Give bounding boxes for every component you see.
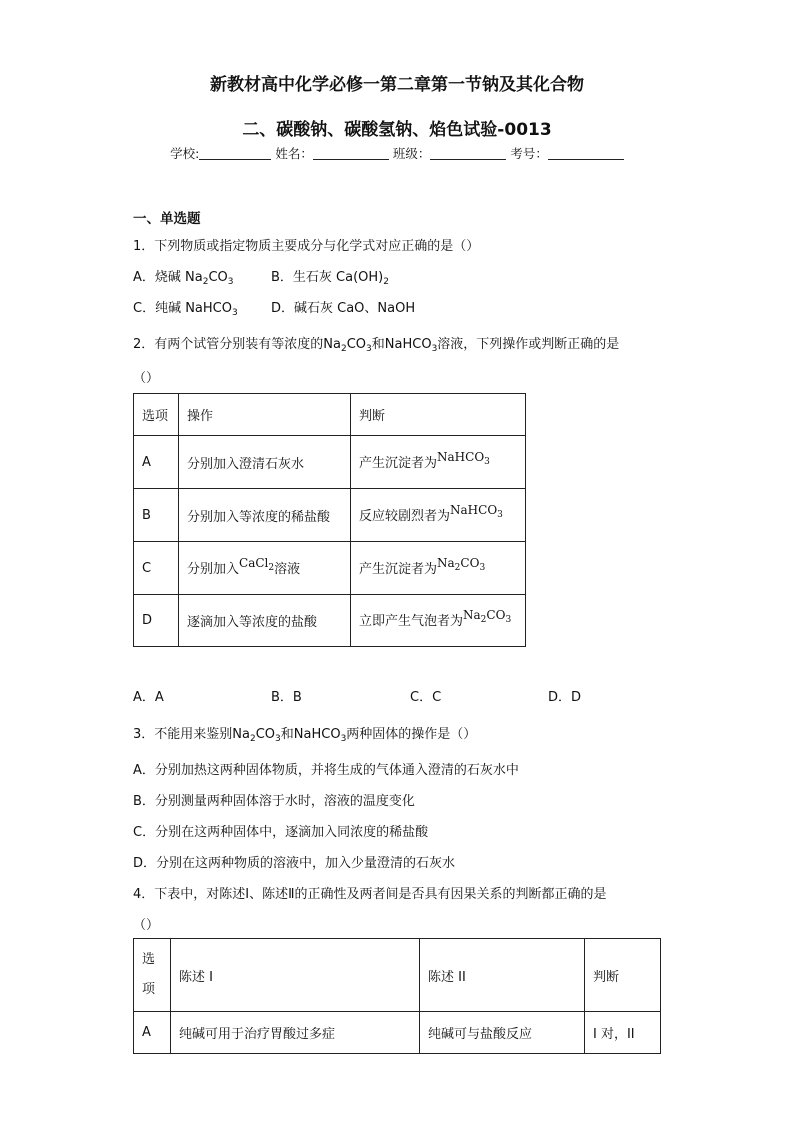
judgement-cell: 反应较剧烈者为NaHCO$_3$ bbox=[351, 489, 526, 542]
q3-option-b: B．分别测量两种固体溶于水时，溶液的温度变化 bbox=[133, 794, 415, 809]
q2-choice-b: B．B bbox=[271, 690, 302, 705]
q1-option-a: A．烧碱 $Na_2CO_3$ bbox=[133, 270, 234, 287]
q3-option-a: A．分别加热这两种固体物质，并将生成的气体通入澄清的石灰水中 bbox=[133, 763, 519, 778]
q1-option-d: D．碱石灰 CaO、NaOH bbox=[271, 301, 416, 316]
table-row bbox=[134, 489, 526, 542]
q1-option-c: C．纯碱 NaHCO$_3$ bbox=[133, 301, 238, 318]
q2-stem-paren: （） bbox=[133, 371, 160, 386]
table-row bbox=[134, 436, 526, 489]
operation-cell: 分别加入澄清石灰水 bbox=[179, 436, 351, 489]
q2-choice-c: C．C bbox=[410, 690, 442, 705]
judgement-cell: I 对，II bbox=[585, 1012, 661, 1054]
class-label: 班级： bbox=[392, 146, 431, 161]
table-row bbox=[134, 1012, 661, 1054]
name-blank bbox=[313, 145, 389, 160]
exam-no-blank bbox=[548, 145, 624, 160]
q2-choice-d: D．D bbox=[548, 690, 582, 705]
statement-1-cell: 纯碱可用于治疗胃酸过多症 bbox=[171, 1012, 420, 1054]
operation-cell: 分别加入等浓度的稀盐酸 bbox=[179, 489, 351, 542]
operation-cell: 逐滴加入等浓度的盐酸 bbox=[179, 595, 351, 647]
q2-choice-a: A．A bbox=[133, 690, 164, 705]
q3-stem: 3．不能用来鉴别$Na_2CO_3$和NaHCO$_3$两种固体的操作是（） bbox=[133, 727, 477, 744]
header-cell: 选 项 bbox=[134, 939, 171, 1012]
table-row bbox=[134, 595, 526, 647]
option-cell: A bbox=[134, 436, 179, 489]
school-blank bbox=[199, 145, 271, 160]
q2-table bbox=[133, 393, 526, 647]
table-row bbox=[134, 542, 526, 595]
q3-option-d: D．分别在这两种物质的溶液中，加入少量澄清的石灰水 bbox=[133, 856, 456, 871]
operation-cell: 分别加入CaCl$_2$溶液 bbox=[179, 542, 351, 595]
table-header-row bbox=[134, 394, 526, 436]
header-cell: 操作 bbox=[179, 394, 351, 436]
option-cell: D bbox=[134, 595, 179, 647]
header-cell: 判断 bbox=[351, 394, 526, 436]
judgement-cell: 产生沉淀者为$Na_2CO_3$ bbox=[351, 542, 526, 595]
header-cell: 判断 bbox=[585, 939, 661, 1012]
q4-stem-paren: （） bbox=[133, 918, 160, 933]
statement-2-cell: 纯碱可与盐酸反应 bbox=[420, 1012, 585, 1054]
option-cell: A bbox=[134, 1012, 171, 1054]
judgement-cell: 立即产生气泡者为$Na_2CO_3$ bbox=[351, 595, 526, 647]
option-cell: C bbox=[134, 542, 179, 595]
exam-no-label: 考号： bbox=[510, 146, 548, 161]
judgement-cell: 产生沉淀者为NaHCO$_3$ bbox=[351, 436, 526, 489]
doc-title-line1: 新教材高中化学必修一第二章第一节钠及其化合物 bbox=[210, 75, 584, 95]
q1-stem: 1．下列物质或指定物质主要成分与化学式对应正确的是（） bbox=[133, 239, 480, 254]
q2-stem: 2．有两个试管分别装有等浓度的$Na_2CO_3$和NaHCO$_3$溶液，下列操作或判断正确的是 bbox=[133, 337, 620, 354]
header-cell: 陈述 II bbox=[420, 939, 585, 1012]
student-info-line bbox=[0, 144, 794, 162]
table-header-row bbox=[134, 939, 661, 1012]
option-cell: B bbox=[134, 489, 179, 542]
q1-option-b: B．生石灰 $Ca(OH)_2$ bbox=[271, 270, 389, 287]
section-heading: 一、单选题 bbox=[133, 211, 201, 227]
q3-option-c: C．分别在这两种固体中，逐滴加入同浓度的稀盐酸 bbox=[133, 825, 429, 840]
q4-table bbox=[133, 938, 661, 1054]
header-cell: 选项 bbox=[134, 394, 179, 436]
q4-stem: 4．下表中，对陈述Ⅰ、陈述Ⅱ的正确性及两者间是否具有因果关系的判断都正确的是 bbox=[133, 887, 607, 902]
doc-title-line2: 二、碳酸钠、碳酸氢钠、焰色试验-0013 bbox=[242, 120, 552, 140]
school-label: 学校: bbox=[170, 146, 200, 161]
class-blank bbox=[430, 145, 506, 160]
header-cell: 陈述 I bbox=[171, 939, 420, 1012]
name-label: 姓名： bbox=[275, 146, 313, 161]
